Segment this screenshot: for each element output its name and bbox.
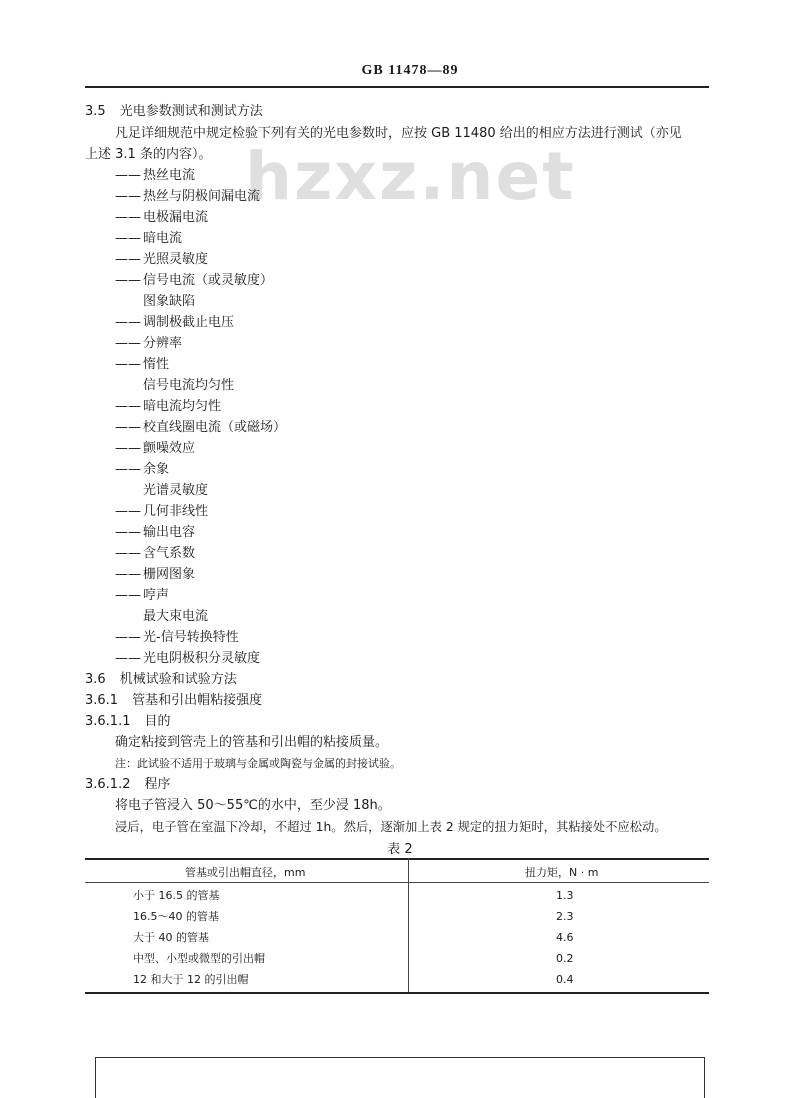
section-3-5-heading [85,103,263,121]
list-item: —— 颤噪效应 [115,441,196,456]
table-cell: 12 和大于 12 的引出帽 [133,973,249,986]
list-item: —— 输出电容 [115,525,196,540]
purpose-text: 确定粘接到管壳上的管基和引出帽的粘接质量。 [115,735,389,750]
table-caption: 表 2 [387,842,413,857]
table-header-torque: 扭力矩，N · m [525,866,599,879]
list-item: —— 几何非线性 [115,504,209,519]
table-cell: 0.2 [556,952,574,965]
list-item: —— 暗电流均匀性 [115,399,222,414]
list-item: —— 热丝与阴极间漏电流 [115,189,261,204]
section-title: 机械试验和试验方法 [119,672,237,687]
table-header-rule [85,882,709,883]
procedure-line-1: 将电子管浸入 50～55℃的水中，至少浸 18h。 [115,798,391,813]
list-item: 最大束电流 [143,609,209,624]
header-rule [85,86,709,88]
list-item: 图象缺陷 [143,294,196,309]
section-3-6-1-2-heading [85,776,171,794]
section-3-6-heading [85,671,237,689]
standard-number-header: GB 11478—89 [361,63,459,78]
table-cell: 小于 16.5 的管基 [133,889,220,902]
table-bottom-rule [85,992,709,994]
table-cell: 0.4 [556,973,574,986]
table-header-diameter: 管基或引出帽直径，mm [185,866,306,879]
section-3-6-1-heading [85,692,262,710]
table-cell: 1.3 [556,889,574,902]
footer-box [95,1057,705,1098]
list-item: —— 哼声 [115,588,170,603]
section-3-5-intro-line2: 上述 3.1 条的内容）。 [85,147,212,162]
section-title: 管基和引出帽粘接强度 [132,693,263,708]
watermark: hzxz.net [245,138,576,215]
section-number: 3.6.1.2 [85,777,131,792]
list-item: —— 含气系数 [115,546,196,561]
table-cell: 16.5～40 的管基 [133,910,219,923]
table-cell: 2.3 [556,910,574,923]
section-title: 目的 [144,714,171,729]
list-item: —— 调制极截止电压 [115,315,235,330]
table-cell: 4.6 [556,931,574,944]
list-item: —— 暗电流 [115,231,183,246]
table-column-divider [408,858,409,992]
list-item: —— 分辨率 [115,336,183,351]
section-number: 3.6 [85,672,106,687]
section-3-6-1-1-heading [85,713,171,731]
list-item: 信号电流均匀性 [143,378,235,393]
section-title: 程序 [144,777,171,792]
list-item: —— 热丝电流 [115,168,196,183]
list-item: —— 校直线圈电流（或磁场） [115,420,287,435]
section-number: 3.5 [85,104,106,119]
section-number: 3.6.1.1 [85,714,131,729]
note-text: 注：此试验不适用于玻璃与金属或陶瓷与金属的封接试验。 [115,757,401,770]
section-number: 3.6.1 [85,693,119,708]
list-item: —— 光电阴极积分灵敏度 [115,651,261,666]
table-cell: 中型、小型或微型的引出帽 [133,952,265,965]
list-item: 光谱灵敏度 [143,483,209,498]
list-item: —— 信号电流（或灵敏度） [115,273,274,288]
section-title: 光电参数测试和测试方法 [119,104,263,119]
table-top-rule [85,858,709,860]
list-item: —— 栅网图象 [115,567,196,582]
list-item: —— 光照灵敏度 [115,252,209,267]
list-item: —— 余象 [115,462,170,477]
list-item: —— 光-信号转换特性 [115,630,239,645]
list-item: —— 电极漏电流 [115,210,209,225]
section-3-5-intro-line1: 凡足详细规范中规定检验下列有关的光电参数时，应按 GB 11480 给出的相应方法进行测试（亦见 [115,126,682,141]
list-item: —— 惰性 [115,357,170,372]
procedure-line-2: 浸后，电子管在室温下冷却，不超过 1h。然后，逐渐加上表 2 规定的扭力矩时，其粘接处不应松动。 [115,820,667,834]
table-cell: 大于 40 的管基 [133,931,209,944]
